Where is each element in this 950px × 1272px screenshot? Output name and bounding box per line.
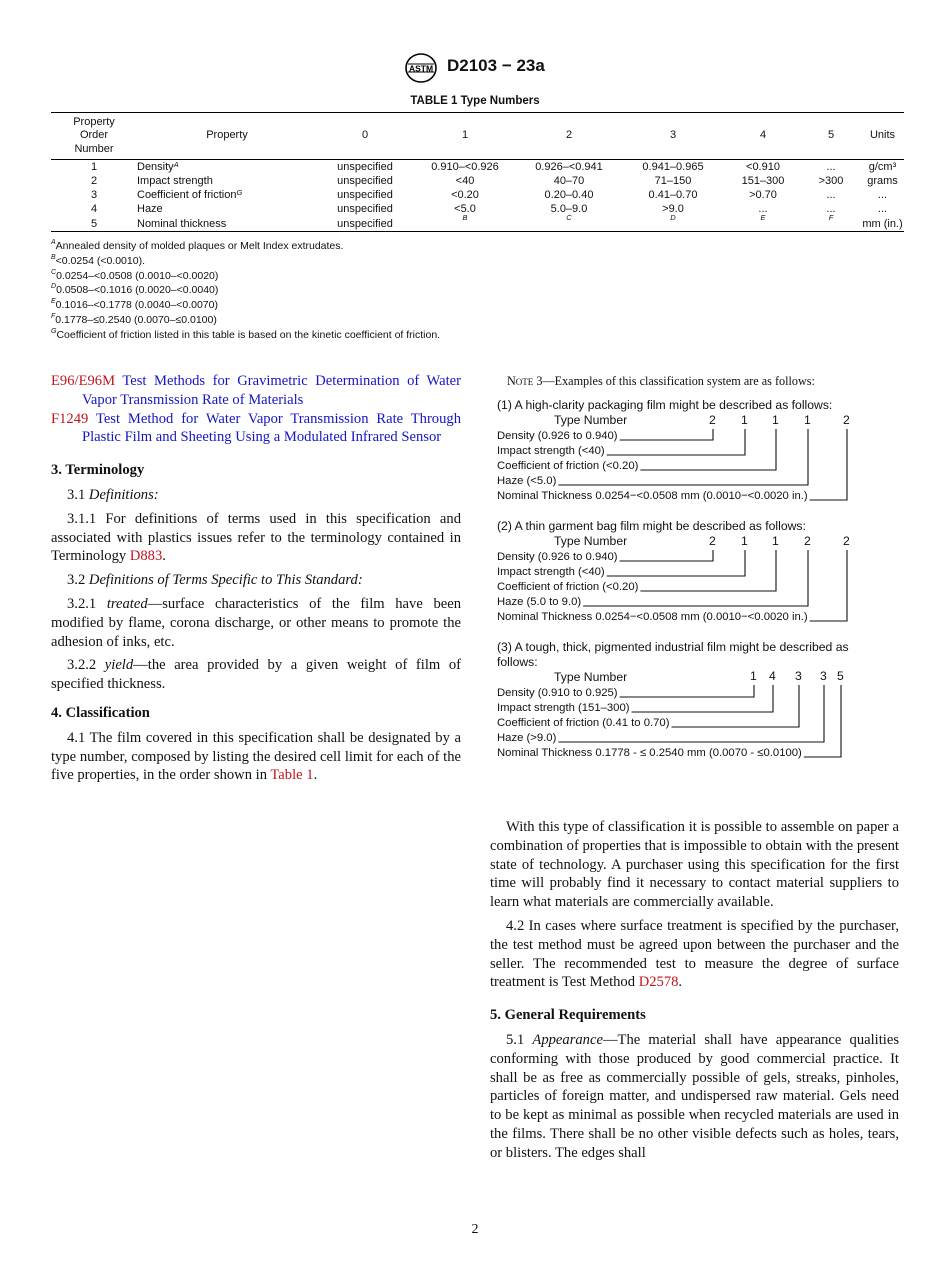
property-line-text: Haze (5.0 to 9.0)	[497, 596, 582, 608]
subsection-title: Definitions:	[88, 486, 159, 503]
table-cell	[137, 160, 317, 175]
example-title: (2) A thin garment bag film might be described as follows:	[497, 519, 806, 533]
table-cell	[137, 216, 317, 232]
footnote	[51, 328, 911, 343]
section-heading: 5. General Requirements	[490, 1007, 646, 1024]
table-cell	[861, 202, 904, 216]
punctuation: .	[678, 974, 683, 991]
property-name: Density	[137, 161, 174, 173]
type-digit: 1	[741, 534, 748, 548]
table-cell	[51, 188, 137, 202]
table-cell	[861, 174, 904, 188]
table-cell	[317, 160, 413, 175]
footnote-marker: A	[173, 160, 179, 169]
table-cell	[413, 174, 517, 188]
table-cell	[317, 216, 413, 232]
property-line-text: Haze (>9.0)	[497, 732, 557, 744]
cell-value: E	[760, 213, 766, 222]
table-cell	[137, 188, 317, 202]
type-number-label: Type Number	[554, 413, 628, 427]
table-cell	[51, 202, 137, 216]
page-number: 2	[471, 1222, 479, 1237]
cell-value: B	[462, 213, 468, 222]
footnote	[51, 269, 911, 284]
example-title-continued: follows:	[497, 655, 538, 669]
section-number: 5.1	[506, 1031, 525, 1048]
paragraph	[51, 656, 461, 694]
table-cell	[801, 213, 861, 232]
table-cell	[861, 216, 904, 232]
cell-value: g/cm³	[868, 161, 897, 173]
type-number-label: Type Number	[554, 670, 628, 684]
cell-value: 0.20–0.40	[544, 189, 594, 201]
connector-line	[607, 550, 745, 576]
section-heading: 3. Terminology	[51, 462, 145, 479]
property-line-text: Haze (<5.0)	[497, 475, 557, 487]
footnote-text: <0.0254 (<0.0010).	[55, 254, 145, 267]
table-cell	[317, 188, 413, 202]
paragraph	[51, 595, 461, 651]
footnote	[51, 283, 911, 298]
footnote	[51, 298, 911, 313]
subsection-title: Definitions of Terms Specific to This Standard:	[88, 572, 363, 589]
cell-value: unspecified	[337, 217, 393, 230]
example-title: (3) A tough, thick, pigmented industrial film might be described as	[497, 640, 849, 654]
paragraph	[51, 486, 461, 505]
paragraph: With this type of classification it is possible to assemble on paper a combination of properties that is impossible to obtain with the present state of technology. A purchaser using this specification for the first time will probably find it necessary to contact material suppliers to learn what materials are commercially available.	[490, 819, 899, 911]
reference-item	[51, 372, 461, 410]
cell-value: <0.20	[451, 189, 479, 201]
cell-value: grams	[867, 175, 898, 187]
table-cell	[413, 160, 517, 175]
note-3	[507, 374, 815, 389]
property-line-text: Density (0.926 to 0.940)	[497, 551, 618, 563]
punctuation: .	[313, 767, 318, 784]
section-number: 3.2	[67, 572, 86, 589]
property-line-text: Density (0.910 to 0.925)	[497, 687, 618, 699]
cell-value: 0.926–<0.941	[535, 161, 603, 173]
paragraph-text: 4.2 In cases where surface treatment is specified by the purchaser, the test method must be agreed upon between the purchaser and the seller. The recommended test to measure the degree of surface treatment is Test Method	[490, 917, 899, 991]
property-line-text: Coefficient of friction (<0.20)	[497, 581, 639, 593]
cell-value: >9.0	[662, 203, 684, 215]
type-digit: 1	[772, 534, 779, 548]
reference-title[interactable]: Test Method for Water Vapor Transmission Rate Through Plastic Film and Sheeting Using a Modulated Infrared Sensor	[82, 410, 461, 446]
footnote-text: 0.1016–<0.1778 (0.0040–<0.0070)	[55, 299, 218, 312]
property-line-text: Nominal Thickness 0.1778 - ≤ 0.2540 mm (0.0070 - ≤0.0100)	[497, 747, 802, 759]
table-cell	[517, 188, 621, 202]
footnote-marker: D	[51, 283, 57, 291]
type-digit: 2	[804, 534, 811, 548]
type-digit: 2	[709, 413, 716, 427]
table-cell	[725, 213, 801, 232]
paragraph: 3.1.1 For definitions of terms used in this specification and associated with plastics issues refer to the terminology contained in Terminology D883.	[51, 510, 461, 565]
footnote-marker: B	[51, 253, 56, 261]
footnote-marker: C	[51, 268, 57, 276]
cell-value: 2	[90, 175, 98, 187]
classification-examples-diagram	[497, 395, 897, 767]
d2578-link[interactable]: D2578	[638, 974, 679, 991]
table-row	[51, 188, 904, 202]
cell-value: 5	[90, 217, 98, 230]
section-number: 3.1	[67, 486, 86, 503]
reference-item	[51, 410, 461, 448]
table-cell	[621, 174, 725, 188]
connector-line	[671, 685, 799, 727]
cell-value: ...	[877, 203, 888, 215]
property-line-text: Impact strength (<40)	[497, 445, 605, 457]
cell-value: 0.910–<0.926	[431, 161, 499, 173]
connector-line	[620, 685, 754, 697]
connector-line	[804, 685, 841, 757]
footnote-text: 0.1778–≤0.2540 (0.0070–≤0.0100)	[55, 313, 217, 326]
table-cell	[51, 160, 137, 175]
table-row	[51, 174, 904, 188]
column-header: 4	[759, 129, 767, 142]
table-cell	[413, 188, 517, 202]
table1-link[interactable]: Table 1	[270, 767, 314, 784]
type-digit: 3	[795, 669, 802, 683]
type-digit: 4	[769, 669, 776, 683]
table-cell	[413, 213, 517, 232]
defined-term: Appearance	[532, 1031, 603, 1048]
property-line-text: Coefficient of friction (0.41 to 0.70)	[497, 717, 670, 729]
table-cell	[517, 174, 621, 188]
footnote	[51, 313, 911, 328]
type-digit: 2	[843, 534, 850, 548]
type-digit: 3	[820, 669, 827, 683]
column-header: 1	[461, 129, 469, 142]
connector-line	[632, 685, 773, 712]
table-title: TABLE 1 Type Numbers	[410, 95, 540, 107]
reference-title[interactable]: Test Methods for Gravimetric Determination of Water Vapor Transmission Rate of Materials	[82, 373, 461, 408]
table-footnotes	[51, 239, 911, 343]
column-header: 5	[827, 129, 835, 142]
connector-line	[810, 550, 847, 621]
cell-value: ...	[877, 189, 888, 201]
cell-value: <5.0	[454, 203, 476, 215]
cell-value: >0.70	[749, 189, 777, 201]
column-header: 3	[669, 129, 677, 142]
paragraph	[490, 917, 899, 992]
table-cell	[317, 202, 413, 216]
cell-value: mm (in.)	[862, 217, 903, 230]
table-cell	[317, 174, 413, 188]
cell-value: 151–300	[741, 175, 785, 187]
property-line-text: Coefficient of friction (<0.20)	[497, 460, 639, 472]
cell-value: ...	[826, 203, 836, 215]
footnote-text: 0.0508–<0.1016 (0.0020–<0.0040)	[56, 284, 219, 297]
connector-line	[640, 429, 776, 470]
section-number: 3.2.2	[67, 657, 97, 674]
table-cell	[725, 160, 801, 175]
type-number-label: Type Number	[554, 534, 628, 548]
reference-code-link[interactable]: F1249	[51, 410, 89, 427]
footnote	[51, 254, 911, 269]
footnote-marker: G	[51, 327, 57, 335]
cell-value: unspecified	[337, 189, 393, 201]
connector-line	[620, 550, 713, 561]
paragraph-text: —The material shall have appearance qualities conforming with those produced by good commercial practice. It shall be as free as commercially possible of gels, streaks, pinholes, particles of foreign matter, and undispersed raw material. Gels need to be kept as minimal as possible when recycled materials are used in the films. There shall be no other visible defects such as holes, tears, or blisters. The edges shall	[490, 1031, 899, 1161]
cell-value: <40	[455, 175, 475, 187]
note-text: —Examples of this classification system are as follows:	[542, 374, 815, 388]
table-cell	[861, 160, 904, 175]
table-cell	[137, 202, 317, 216]
property-name: Coefficient of friction	[137, 189, 237, 201]
footnote-marker: F	[51, 312, 56, 320]
astm-logo-icon	[404, 52, 438, 84]
cell-value: 1	[90, 161, 98, 173]
property-name: Impact strength	[137, 175, 213, 187]
cell-value: 71–150	[654, 175, 692, 187]
column-header: Property Order Number	[73, 115, 115, 155]
table-row	[51, 160, 904, 175]
property-name: Nominal thickness	[137, 217, 227, 230]
connector-line	[810, 429, 847, 500]
cell-value: unspecified	[337, 203, 393, 215]
note-label: Note 3	[507, 374, 543, 388]
paragraph	[490, 1031, 899, 1163]
d883-link[interactable]: D883	[129, 548, 163, 565]
type-digit: 1	[750, 669, 757, 683]
table-cell	[517, 160, 621, 175]
table-cell	[51, 216, 137, 232]
logo-text: ASTM	[408, 63, 434, 74]
property-line-text: Impact strength (151–300)	[497, 702, 630, 714]
table-cell	[725, 174, 801, 188]
property-name: Haze	[137, 203, 163, 215]
cell-value: ...	[826, 161, 836, 173]
table-cell	[517, 213, 621, 232]
connector-line	[640, 550, 776, 591]
paragraph-text: 3.1.1 For definitions of terms used in this specification and associated with plastics issues refer to the terminology contained in Terminology	[51, 510, 461, 565]
property-line-text: Nominal Thickness 0.0254−<0.0508 mm (0.0010−<0.0020 in.)	[497, 490, 808, 502]
table-cell	[861, 188, 904, 202]
table-row	[51, 202, 904, 216]
connector-line	[607, 429, 745, 455]
cell-value: unspecified	[337, 161, 393, 173]
table-cell	[801, 188, 861, 202]
column-header: 2	[565, 129, 573, 142]
cell-value: ...	[758, 203, 768, 215]
property-line-text: Impact strength (<40)	[497, 566, 605, 578]
footnote-text: 0.0254–<0.0508 (0.0010–<0.0020)	[56, 269, 219, 282]
cell-value: 4	[90, 203, 98, 215]
definition-text: —the area provided by a given weight of film of specified thickness.	[51, 657, 461, 693]
cell-value: 0.941–0.965	[642, 161, 704, 173]
table-cell	[801, 160, 861, 175]
cell-value: F	[828, 213, 834, 222]
connector-line	[620, 429, 713, 440]
cell-value: unspecified	[337, 175, 393, 187]
reference-code-link[interactable]: E96/E96M	[51, 373, 116, 389]
table-cell	[725, 188, 801, 202]
left-column	[51, 372, 461, 790]
table-cell	[621, 160, 725, 175]
page-header	[0, 52, 950, 86]
definition-text: —surface characteristics of the film have been modified by flame, corona discharge, or other means to promote the adhesion of inks, etc.	[51, 595, 461, 650]
table-header-row	[51, 113, 904, 160]
footnote-marker: E	[51, 298, 56, 306]
column-header: 0	[361, 129, 369, 142]
property-line-text: Density (0.926 to 0.940)	[497, 430, 618, 442]
type-digit: 1	[741, 413, 748, 427]
footnote	[51, 239, 911, 254]
table-cell	[621, 213, 725, 232]
section-number: 3.2.1	[67, 595, 97, 612]
example-3	[497, 640, 849, 759]
cell-value: 0.41–0.70	[648, 189, 698, 201]
footnote-text: Annealed density of molded plaques or Melt Index extrudates.	[55, 240, 344, 252]
right-column	[490, 818, 899, 1168]
type-numbers-table	[51, 112, 904, 232]
table-cell	[621, 188, 725, 202]
example-2	[497, 519, 850, 623]
cell-value: D	[670, 213, 676, 222]
cell-value: 40–70	[553, 175, 585, 187]
cell-value: C	[566, 213, 572, 222]
cell-value: 3	[90, 189, 98, 201]
type-digit: 1	[772, 413, 779, 427]
type-digit: 2	[843, 413, 850, 427]
footnote-marker: G	[236, 188, 243, 197]
cell-value: <0.910	[746, 161, 780, 173]
table-row	[51, 216, 904, 232]
table-cell	[51, 174, 137, 188]
cell-value: 5.0–9.0	[550, 203, 588, 215]
cell-value: >300	[818, 175, 844, 187]
type-digit: 1	[804, 413, 811, 427]
example-1	[497, 398, 850, 502]
type-digit: 5	[837, 669, 844, 683]
table-body	[51, 160, 904, 232]
table-cell	[801, 174, 861, 188]
table-cell	[137, 174, 317, 188]
column-header: Units	[869, 129, 896, 142]
property-line-text: Nominal Thickness 0.0254−<0.0508 mm (0.0010−<0.0020 in.)	[497, 611, 808, 623]
cell-value: ...	[826, 189, 836, 201]
paragraph-text: 4.1 The film covered in this specification shall be designated by a type number, composed by listing the desired cell limit for each of the five properties, in the order shown in	[51, 729, 461, 784]
document-designation: D2103 − 23a	[447, 56, 545, 75]
defined-term: treated	[106, 595, 148, 612]
section-heading: 4. Classification	[51, 704, 150, 721]
type-digit: 2	[709, 534, 716, 548]
defined-term: yield	[104, 657, 134, 674]
paragraph	[51, 571, 461, 590]
column-header: Property	[206, 129, 248, 142]
paragraph	[51, 729, 461, 785]
footnote-text: Coefficient of friction listed in this table is based on the kinetic coefficient of friction.	[56, 328, 441, 341]
footnote-marker: A	[51, 239, 56, 246]
example-title: (1) A high-clarity packaging film might be described as follows:	[497, 398, 833, 412]
